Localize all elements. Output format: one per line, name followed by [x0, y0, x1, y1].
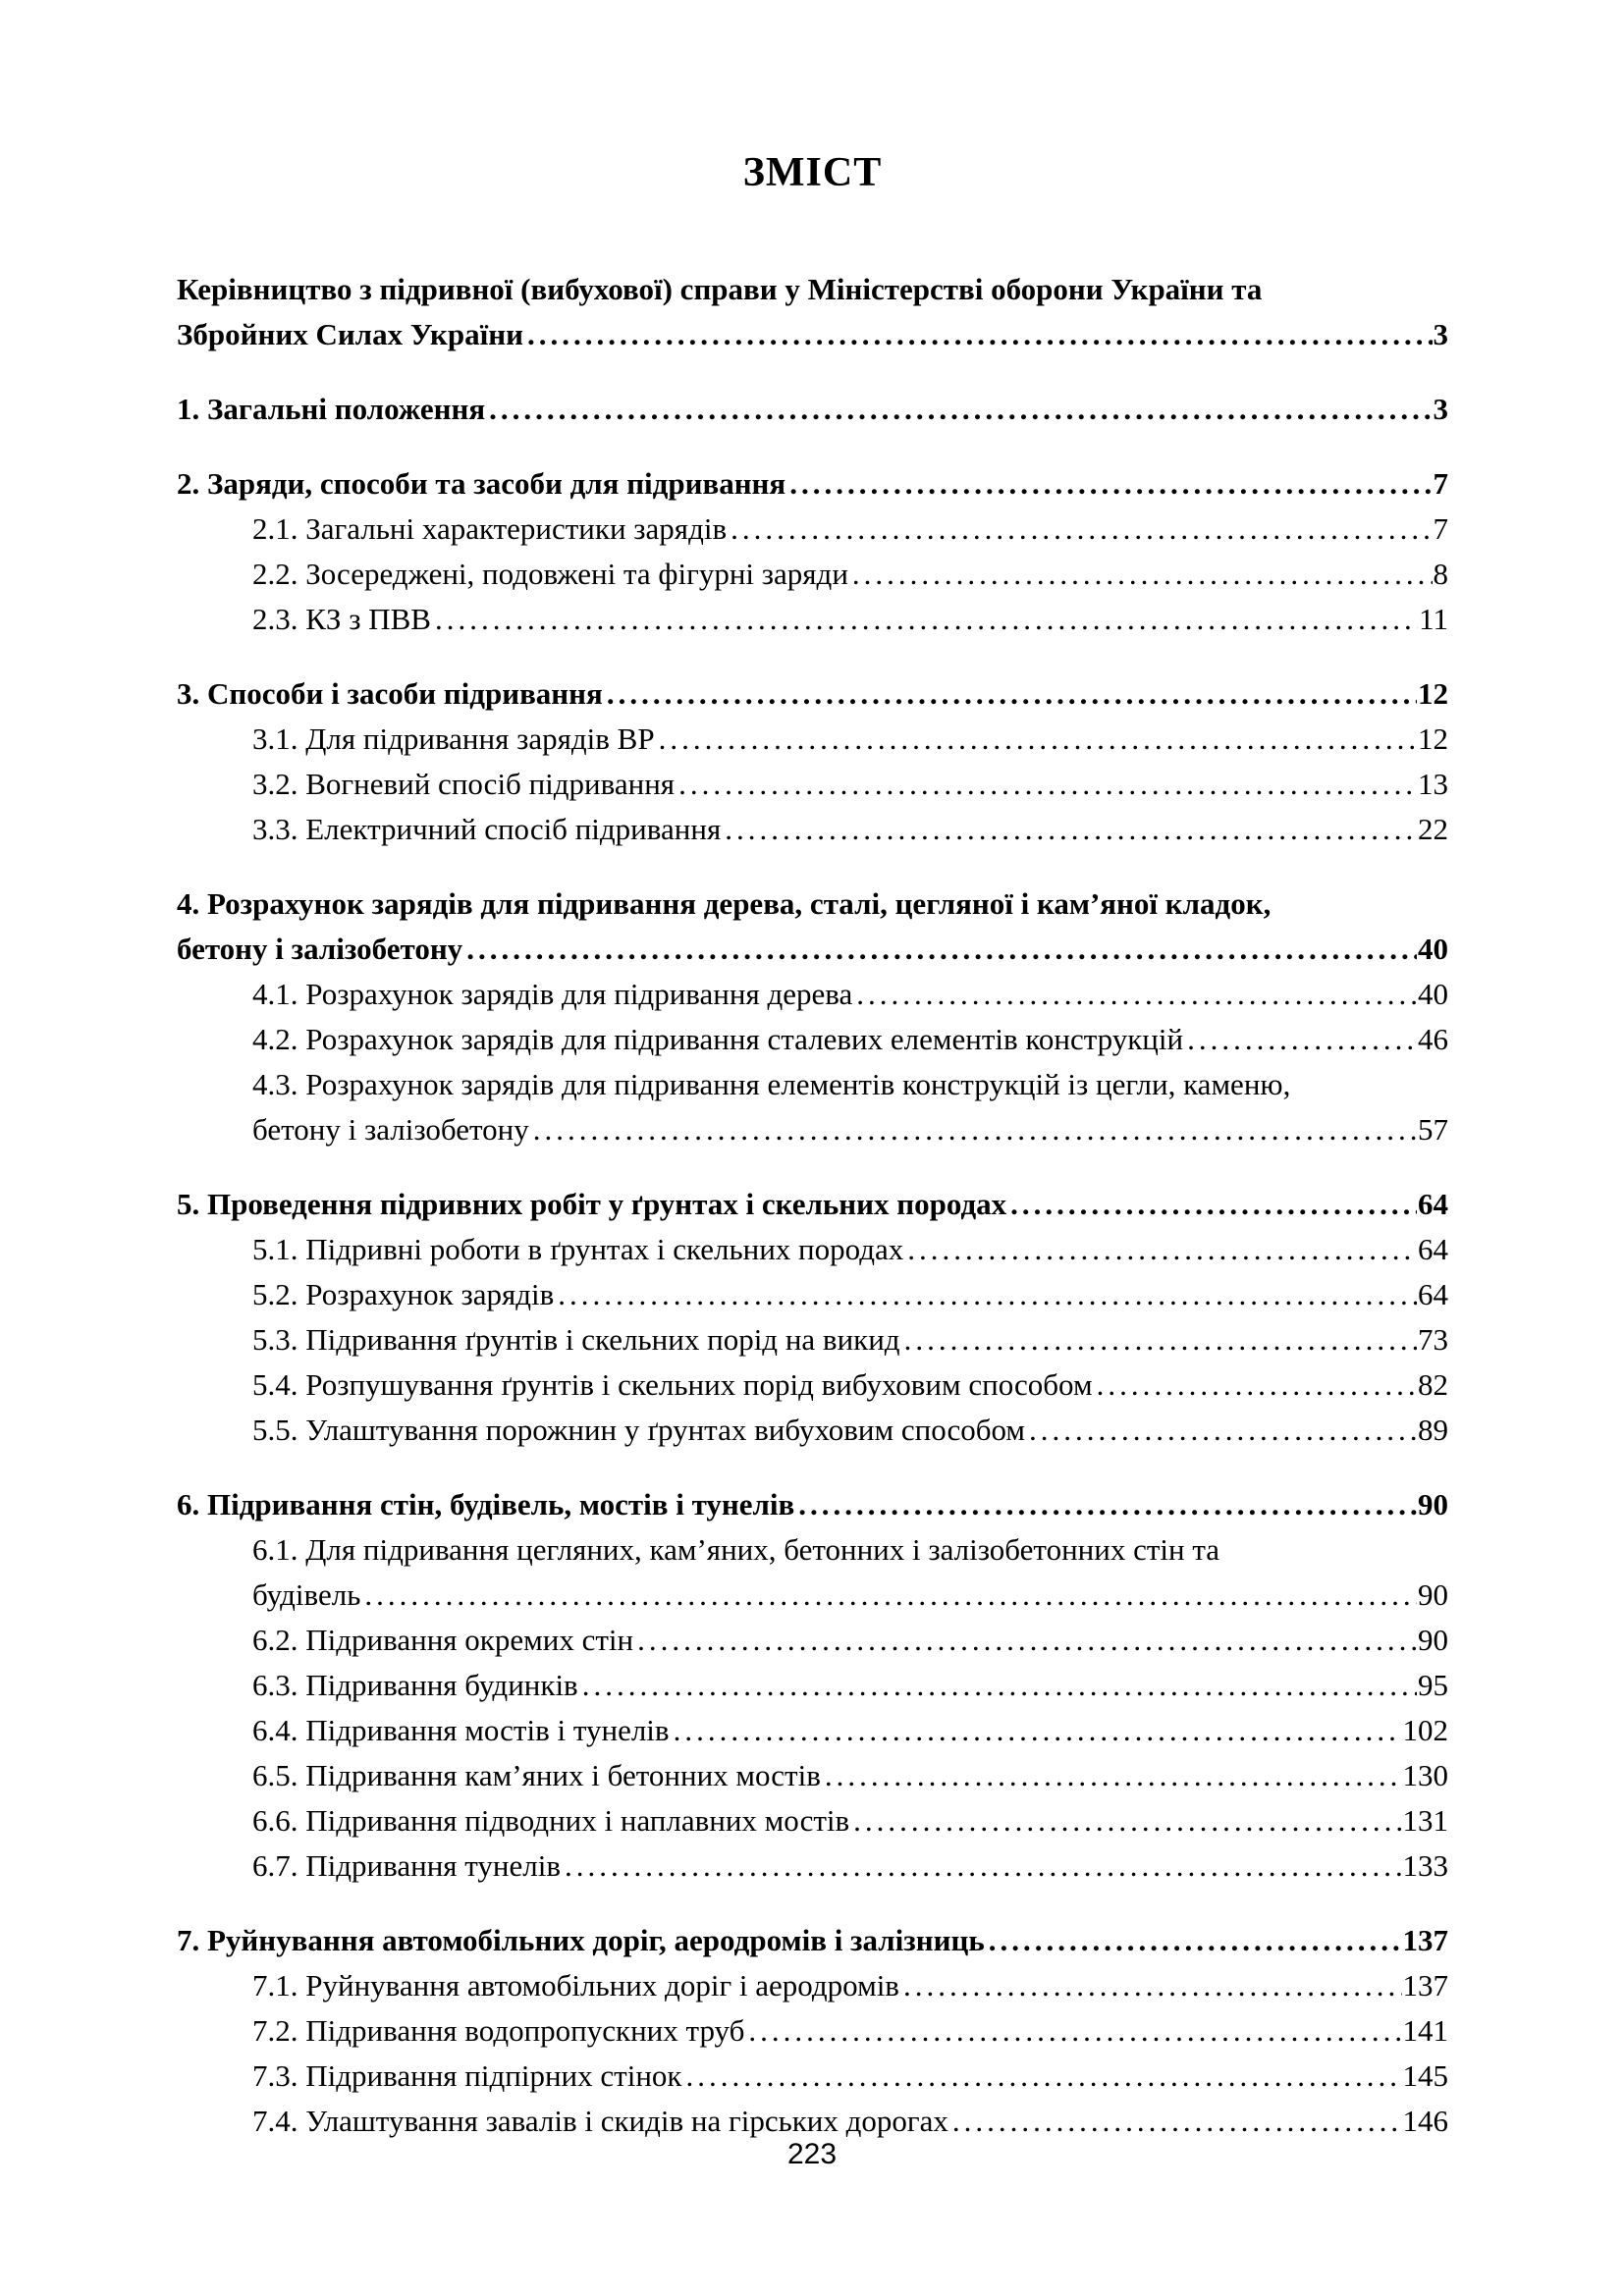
- dot-leader: [582, 1663, 1417, 1708]
- toc-entry: [177, 1618, 1448, 1663]
- toc-entry-line: [252, 1272, 1448, 1317]
- toc-entry-line: [252, 1107, 1448, 1152]
- toc-entry-text: 3.1. Для підривання зарядів ВР: [252, 721, 655, 756]
- toc-entry: [177, 881, 1448, 972]
- toc-entry-line: [177, 927, 1448, 972]
- toc-entry-text: 5.2. Розрахунок зарядів: [252, 1277, 555, 1311]
- toc-entry-text: 6.5. Підривання кам’яних і бетонних мостів: [252, 1758, 821, 1792]
- dot-leader: [489, 387, 1432, 432]
- footer-page-number: 223: [786, 2138, 838, 2170]
- toc-entry: [177, 1527, 1448, 1618]
- toc-entry: [177, 1482, 1448, 1527]
- toc-entry-text: 2.2. Зосереджені, подовжені та фігурні заряди: [252, 557, 848, 591]
- toc-page-number: 12: [1418, 721, 1448, 756]
- toc-page-number: 137: [1402, 1968, 1448, 2002]
- toc-entry: [177, 507, 1448, 552]
- toc-page-number: 46: [1418, 1022, 1448, 1056]
- dot-leader: [798, 1482, 1417, 1527]
- toc-entry-line: [177, 881, 1448, 927]
- toc-entry-text: 6.1. Для підривання цегляних, кам’яних, бетонних і залізобетонних стін та: [252, 1532, 1220, 1567]
- toc-list: [177, 267, 1448, 2144]
- toc-entry: [177, 1753, 1448, 1798]
- toc-entry-text: 5.5. Улаштування порожнин у ґрунтах вибуховим способом: [252, 1413, 1026, 1447]
- dot-leader: [1029, 1408, 1417, 1453]
- toc-entry-line: [252, 1062, 1448, 1107]
- dot-leader: [685, 2054, 1401, 2099]
- toc-entry-text: 5.3. Підривання ґрунтів і скельних порід на викид: [252, 1322, 900, 1357]
- dot-leader: [907, 1227, 1417, 1272]
- toc-entry: [177, 2054, 1448, 2099]
- toc-entry-line: [252, 552, 1448, 597]
- toc-entry-text: 7.4. Улаштування завалів і скидів на гірських дорогах: [252, 2104, 948, 2138]
- toc-entry-text: бетону і залізобетону: [177, 932, 463, 966]
- toc-entry-text: 2.1. Загальні характеристики зарядів: [252, 511, 728, 546]
- toc-entry-line: [252, 1227, 1448, 1272]
- toc-entry-text: бетону і залізобетону: [252, 1112, 529, 1147]
- toc-entry-text: Збройних Силах України: [177, 317, 523, 351]
- dot-leader: [607, 671, 1417, 717]
- toc-page-number: 89: [1418, 1413, 1448, 1447]
- toc-page-number: 133: [1402, 1848, 1448, 1883]
- toc-entry: [177, 267, 1448, 357]
- page-title: ЗМІСТ: [742, 150, 883, 195]
- toc-page-number: 73: [1418, 1322, 1448, 1357]
- toc-page-number: 12: [1418, 676, 1448, 711]
- toc-page-number: 64: [1418, 1232, 1448, 1266]
- toc-entry-text: 6.6. Підривання підводних і наплавних мостів: [252, 1803, 850, 1838]
- toc-entry-text: 4.2. Розрахунок зарядів для підривання сталевих елементів конструкцій: [252, 1022, 1184, 1056]
- toc-entry: [177, 552, 1448, 597]
- toc-entry: [177, 1798, 1448, 1843]
- toc-page-number: 90: [1418, 1487, 1448, 1522]
- toc-entry-line: [177, 1918, 1448, 1963]
- toc-entry-text: 6.7. Підривання тунелів: [252, 1848, 561, 1883]
- toc-page-number: 131: [1402, 1803, 1448, 1838]
- toc-entry: [177, 597, 1448, 642]
- toc-page-number: 40: [1418, 932, 1448, 966]
- dot-leader: [637, 1618, 1417, 1663]
- toc-page-number: 40: [1418, 977, 1448, 1011]
- toc-entry-text: будівель: [252, 1577, 361, 1612]
- dot-leader: [565, 1843, 1402, 1889]
- toc-page-number: 90: [1418, 1623, 1448, 1657]
- toc-entry-line: [252, 1663, 1448, 1708]
- dot-leader: [731, 507, 1432, 552]
- toc-page-number: 22: [1418, 812, 1448, 846]
- toc-entry-text: 2.3. КЗ з ПВВ: [252, 602, 431, 636]
- toc-entry-text: 6. Підривання стін, будівель, мостів і тунелів: [177, 1487, 795, 1522]
- toc-entry: [177, 717, 1448, 762]
- toc-entry-text: 3.3. Електричний спосіб підривання: [252, 812, 722, 846]
- toc-entry-line: [252, 597, 1448, 642]
- toc-entry: [177, 1843, 1448, 1889]
- toc-entry-line: [252, 807, 1448, 852]
- toc-entry-text: 4. Розрахунок зарядів для підривання дерева, сталі, цегляної і кам’яної кладок,: [177, 886, 1272, 921]
- toc-entry-text: 6.2. Підривання окремих стін: [252, 1623, 634, 1657]
- toc-page-number: 82: [1418, 1367, 1448, 1402]
- toc-entry-line: [252, 1753, 1448, 1798]
- dot-leader: [825, 1753, 1402, 1798]
- toc-entry-line: [252, 2008, 1448, 2054]
- dot-leader: [853, 1798, 1401, 1843]
- toc-entry: [177, 1317, 1448, 1362]
- toc-entry-text: 3. Способи і засоби підривання: [177, 676, 603, 711]
- toc-entry-line: [252, 2054, 1448, 2099]
- toc-page-number: 64: [1418, 1187, 1448, 1221]
- dot-leader: [678, 762, 1417, 807]
- dot-leader: [1010, 1182, 1417, 1227]
- toc-entry-line: [252, 1708, 1448, 1753]
- toc-entry: [177, 1182, 1448, 1227]
- toc-page-number: 7: [1433, 511, 1448, 546]
- toc-entry-text: 5. Проведення підривних робіт у ґрунтах і скельних породах: [177, 1187, 1007, 1221]
- toc-entry-text: 6.4. Підривання мостів і тунелів: [252, 1713, 670, 1747]
- toc-entry-text: 6.3. Підривання будинків: [252, 1668, 578, 1702]
- dot-leader: [852, 552, 1433, 597]
- dot-leader: [989, 1918, 1402, 1963]
- toc-entry-line: [177, 671, 1448, 717]
- toc-entry-text: 7.3. Підривання підпірних стінок: [252, 2058, 682, 2093]
- toc-entry-text: Керівництво з підривної (вибухової) справи у Міністерстві оборони України та: [177, 272, 1263, 306]
- toc-page-number: 7: [1433, 466, 1448, 501]
- toc-entry-line: [177, 1182, 1448, 1227]
- toc-entry: [177, 1227, 1448, 1272]
- toc-entry-line: [252, 762, 1448, 807]
- toc-entry: [177, 1918, 1448, 1963]
- dot-leader: [725, 807, 1417, 852]
- toc-page-number: 95: [1418, 1668, 1448, 1702]
- toc-entry-text: 4.1. Розрахунок зарядів для підривання дерева: [252, 977, 853, 1011]
- toc-entry-line: [252, 972, 1448, 1017]
- dot-leader: [856, 972, 1417, 1017]
- dot-leader: [789, 461, 1432, 507]
- toc-page-number: 13: [1418, 767, 1448, 801]
- toc-entry-text: 1. Загальні положення: [177, 392, 486, 426]
- toc-entry: [177, 807, 1448, 852]
- toc-entry-line: [252, 717, 1448, 762]
- toc-entry-text: 5.4. Розпушування ґрунтів і скельних порід вибуховим способом: [252, 1367, 1093, 1402]
- toc-entry-line: [177, 387, 1448, 432]
- toc-entry-line: [252, 507, 1448, 552]
- toc-page-number: 3: [1433, 317, 1448, 351]
- dot-leader: [904, 1317, 1417, 1362]
- toc-entry: [177, 671, 1448, 717]
- toc-page-number: 146: [1402, 2104, 1448, 2138]
- toc-entry-text: 7.1. Руйнування автомобільних доріг і аеродромів: [252, 1968, 899, 2002]
- toc-page-number: 141: [1402, 2013, 1448, 2048]
- toc-entry-text: 4.3. Розрахунок зарядів для підривання елементів конструкцій із цегли, каменю,: [252, 1067, 1291, 1101]
- toc-entry-line: [252, 1573, 1448, 1618]
- dot-leader: [674, 1708, 1402, 1753]
- dot-leader: [466, 927, 1417, 972]
- dot-leader: [533, 1107, 1417, 1152]
- toc-page-number: 57: [1418, 1112, 1448, 1147]
- toc-entry-text: 7.2. Підривання водопропускних труб: [252, 2013, 745, 2048]
- toc-page-number: 145: [1402, 2058, 1448, 2093]
- toc-entry-line: [252, 1527, 1448, 1573]
- dot-leader: [527, 312, 1433, 357]
- toc-entry: [177, 2008, 1448, 2054]
- toc-entry-line: [252, 1408, 1448, 1453]
- toc-page-number: 137: [1402, 1923, 1448, 1957]
- toc-entry-line: [177, 312, 1448, 357]
- toc-page-number: 8: [1433, 557, 1448, 591]
- toc-entry: [177, 1062, 1448, 1152]
- dot-leader: [435, 597, 1418, 642]
- toc-page-number: 90: [1418, 1577, 1448, 1612]
- toc-entry-line: [252, 1362, 1448, 1408]
- toc-entry: [177, 1663, 1448, 1708]
- toc-entry: [177, 1362, 1448, 1408]
- toc-page-number: 64: [1418, 1277, 1448, 1311]
- toc-page-number: 102: [1402, 1713, 1448, 1747]
- toc-entry-line: [252, 1798, 1448, 1843]
- dot-leader: [903, 1963, 1402, 2008]
- toc-entry-line: [252, 1963, 1448, 2008]
- toc-page-number: 11: [1419, 602, 1448, 636]
- toc-entry-text: 7. Руйнування автомобільних доріг, аеродромів і залізниць: [177, 1923, 985, 1957]
- toc-entry-text: 3.2. Вогневий спосіб підривання: [252, 767, 676, 801]
- toc-entry: [177, 762, 1448, 807]
- toc-entry-line: [252, 1843, 1448, 1889]
- toc-entry-text: 2. Заряди, способи та засоби для підривання: [177, 466, 786, 501]
- dot-leader: [364, 1573, 1417, 1618]
- toc-page-number: 3: [1433, 392, 1448, 426]
- dot-leader: [558, 1272, 1417, 1317]
- toc-entry: [177, 1708, 1448, 1753]
- toc-entry: [177, 461, 1448, 507]
- toc-entry-line: [177, 267, 1448, 312]
- toc-entry: [177, 1272, 1448, 1317]
- toc-entry: [177, 387, 1448, 432]
- toc-entry-line: [252, 1317, 1448, 1362]
- toc-entry-line: [252, 1017, 1448, 1062]
- toc-entry: [177, 1963, 1448, 2008]
- toc-page-number: 130: [1402, 1758, 1448, 1792]
- dot-leader: [1097, 1362, 1417, 1408]
- dot-leader: [748, 2008, 1401, 2054]
- toc-entry: [177, 1017, 1448, 1062]
- toc-entry-line: [177, 1482, 1448, 1527]
- toc-entry: [177, 972, 1448, 1017]
- toc-entry: [177, 1408, 1448, 1453]
- dot-leader: [659, 717, 1417, 762]
- dot-leader: [1187, 1017, 1417, 1062]
- toc-entry-text: 5.1. Підривні роботи в ґрунтах і скельних породах: [252, 1232, 904, 1266]
- toc-entry-line: [252, 1618, 1448, 1663]
- toc-entry-line: [177, 461, 1448, 507]
